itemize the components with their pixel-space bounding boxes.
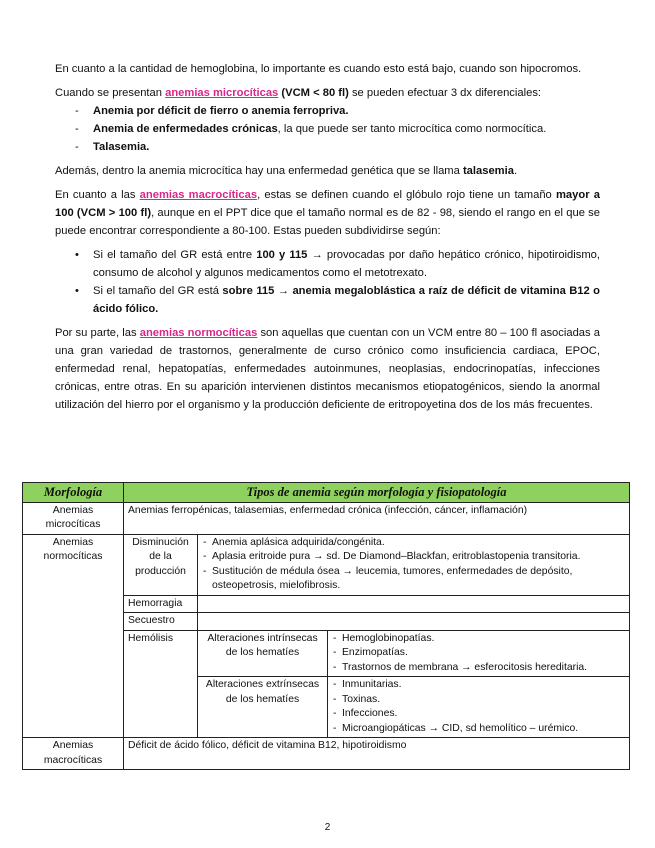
list-item bbox=[55, 282, 600, 318]
list-item: - Enzimopatías. bbox=[332, 646, 625, 661]
table-header-row bbox=[23, 483, 630, 503]
link-anemias-macrociticas[interactable]: anemias macrocíticas bbox=[139, 189, 258, 201]
cell-empty bbox=[198, 595, 630, 613]
text-bold: a raíz de déficit de vitamina B12 o ácido fólico. bbox=[93, 285, 601, 315]
list-item: - Anemia aplásica adquirida/congénita. bbox=[202, 536, 625, 551]
morphology-table bbox=[22, 482, 630, 770]
paragraph-hemoglobina: En cuanto a la cantidad de hemoglobina, lo importante es cuando esto está bajo, cuando son hipocromos. bbox=[55, 63, 582, 75]
cell-disminucion-items bbox=[198, 534, 630, 595]
text: Si el tamaño del GR está entre bbox=[93, 249, 257, 261]
list-item: - Hemoglobinopatías. bbox=[332, 632, 625, 647]
list-item: - Inmunitarias. bbox=[332, 678, 625, 693]
text: son aquellas que cuentan con un VCM entre 80 – 100 fl asociadas a una gran variedad de trastornos, generalmente de curso crónico como insuficiencia cardiaca, EPOC, enfermedad renal, hepatopatías, enfermedades autoinmunes, neoplasias, endocrinopatías, infecciones crónicas, entre otras. En su aparición intervienen distintos mecanismos etiopatogénicos, siendo la anormal utilización del hierro por el organismo y la producción deficiente de eritropoyetina dos de los más frecuentes. bbox=[55, 327, 600, 411]
microciticas-list bbox=[55, 102, 600, 156]
macrociticas-list bbox=[55, 246, 600, 318]
document-body bbox=[55, 60, 600, 420]
text: Por su parte, las bbox=[55, 327, 140, 339]
list-item: - Infecciones. bbox=[332, 707, 625, 722]
text: , la que puede ser tanto microcítica como normocítica. bbox=[277, 123, 547, 135]
disminucion-list bbox=[202, 536, 625, 594]
text: , aunque en el PPT dice que el tamaño normal es de 82 - 98, siendo el rango en el que se puede encontrar correspondiente a 80-100. Estas pueden subdividirse según: bbox=[55, 207, 600, 237]
text: En cuanto a las bbox=[55, 189, 140, 201]
cell-secuestro: Secuestro bbox=[124, 613, 198, 631]
text-bold: Talasemia. bbox=[93, 141, 150, 153]
cell-macrociticas: Déficit de ácido fólico, déficit de vitamina B12, hipotiroidismo bbox=[124, 738, 630, 770]
extrinsecas-list bbox=[332, 678, 625, 736]
list-item bbox=[55, 246, 600, 282]
cell-disminucion-label: Disminución de la producción bbox=[124, 534, 198, 595]
header-morfologia: Morfología bbox=[23, 483, 124, 503]
list-item: - Sustitución de médula ósea → leucemia, tumores, enfermedades de depósito, osteopetrosis, mielofibrosis. bbox=[202, 565, 625, 594]
text-bold: Anemia por déficit de fierro o anemia ferropriva. bbox=[93, 105, 349, 117]
list-item bbox=[55, 102, 600, 120]
text: se pueden efectuar 3 dx diferenciales: bbox=[348, 87, 542, 99]
paragraph-macrociticas bbox=[55, 186, 600, 240]
cell-microciticas: Anemias ferropénicas, talasemias, enfermedad crónica (infección, cáncer, inflamación) bbox=[124, 502, 630, 534]
cell-hemorragia: Hemorragia bbox=[124, 595, 198, 613]
table-row bbox=[23, 534, 630, 595]
paragraph-microciticas bbox=[55, 84, 600, 102]
link-anemias-microciticas[interactable]: anemias microcíticas bbox=[165, 87, 279, 99]
intrinsecas-list bbox=[332, 632, 625, 676]
link-anemias-normociticas[interactable]: anemias normocíticas bbox=[139, 327, 258, 339]
row-label-normociticas: Anemias normocíticas bbox=[23, 534, 124, 738]
list-item: - Aplasia eritroide pura → sd. De Diamond–Blackfan, eritroblastopenia transitoria. bbox=[202, 550, 625, 565]
row-label-macrociticas: Anemias macrocíticas bbox=[23, 738, 124, 770]
text-bold: talasemia bbox=[462, 165, 514, 177]
header-tipos: Tipos de anemia según morfología y fisiopatología bbox=[124, 483, 630, 503]
paragraph-talasemia bbox=[55, 162, 600, 180]
list-item bbox=[55, 120, 600, 138]
list-item: - Trastornos de membrana → esferocitosis hereditaria. bbox=[332, 661, 625, 676]
text: Si el tamaño del GR está bbox=[93, 285, 223, 297]
text-bold: sobre 115 bbox=[222, 285, 275, 297]
row-label-microciticas: Anemias microcíticas bbox=[23, 502, 124, 534]
cell-empty bbox=[198, 613, 630, 631]
text: Además, dentro la anemia microcítica hay una enfermedad genética que se llama bbox=[55, 165, 463, 177]
list-item bbox=[55, 138, 600, 156]
text: Cuando se presentan bbox=[55, 87, 166, 99]
text-bold: Anemia de enfermedades crónicas bbox=[93, 123, 278, 135]
text: , estas se definen cuando el glóbulo rojo tiene un tamaño bbox=[257, 189, 556, 201]
cell-extrinsecas-label: Alteraciones extrínsecas de los hematíes bbox=[198, 677, 328, 738]
cell-extrinsecas-items bbox=[328, 677, 630, 738]
text-bold: anemia megaloblástica bbox=[292, 285, 416, 297]
page-number: 2 bbox=[324, 822, 331, 833]
table-row bbox=[23, 738, 630, 770]
table-row bbox=[23, 502, 630, 534]
text: . bbox=[513, 165, 518, 177]
cell-intrinsecas-items bbox=[328, 630, 630, 677]
list-item: - Microangiopáticas → CID, sd hemolítico – urémico. bbox=[332, 722, 625, 737]
paragraph-normociticas bbox=[55, 324, 600, 414]
text: → bbox=[274, 285, 293, 297]
text-bold: 100 y 115 bbox=[256, 249, 308, 261]
cell-intrinsecas-label: Alteraciones intrínsecas de los hematíes bbox=[198, 630, 328, 677]
text-bold: (VCM < 80 fl) bbox=[278, 87, 349, 99]
list-item: - Toxinas. bbox=[332, 693, 625, 708]
text-bold: mayor a 100 (VCM > 100 fl) bbox=[55, 189, 601, 219]
cell-hemolisis: Hemólisis bbox=[124, 630, 198, 738]
text: → provocadas por daño hepático crónico, hipotiroidismo, consumo de alcohol y algunos medicamentos como el metotrexato. bbox=[93, 249, 600, 279]
